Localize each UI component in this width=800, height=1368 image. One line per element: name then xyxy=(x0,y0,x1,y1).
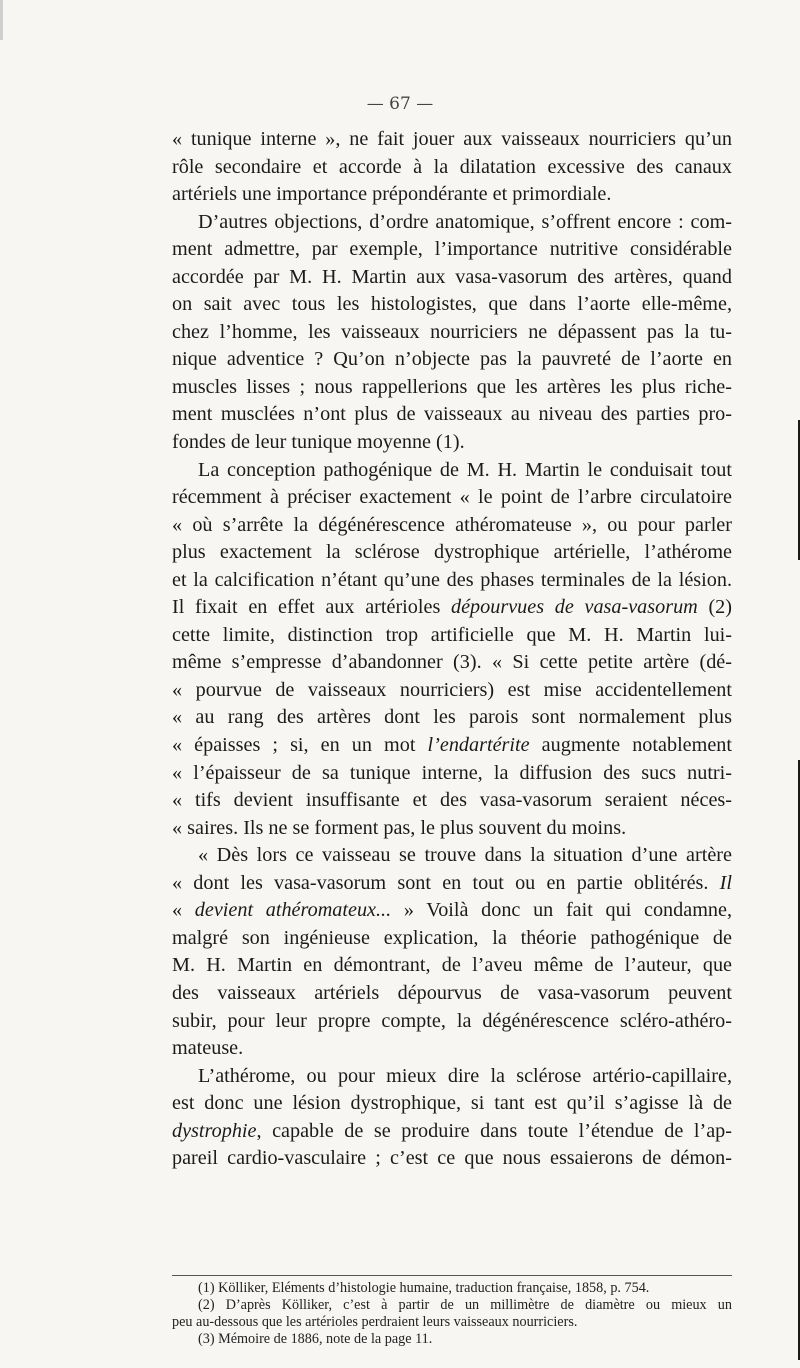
text-run: « tunique interne », ne fait jouer aux vaisseaux nourriciers qu’un xyxy=(172,128,732,150)
text-run: on sait avec tous les histologistes, que dans l’aorte elle-même, xyxy=(172,293,732,316)
italic-text: Il xyxy=(719,871,732,894)
text-line xyxy=(172,154,732,182)
text-run: , capable de se produire dans toute l’étendue de l’ap- xyxy=(256,1119,732,1142)
text-run: chez l’homme, les vaisseaux nourriciers ne dépassent pas la tu- xyxy=(172,320,732,343)
text-line xyxy=(172,1035,732,1063)
text-run: « où s’arrête la dégénérescence athéromateuse », ou pour parler xyxy=(172,513,732,536)
footnote-separator xyxy=(172,1275,732,1276)
text-run: « tifs devient insuffisante et des vasa-vasorum seraient néces- xyxy=(172,789,732,812)
text-line xyxy=(172,952,732,980)
footnote: (2) D’après Kölliker, c’est à partir de un millimètre de diamètre ou mieux un xyxy=(198,1297,732,1313)
text-run: « épaisses ; si, en un mot xyxy=(172,734,428,757)
text-run: plus exactement la sclérose dystrophique artérielle, l’athérome xyxy=(172,541,732,564)
text-line xyxy=(172,677,732,705)
text-run: « l’épaisseur de sa tunique interne, la diffusion des sucs nutri- xyxy=(172,761,732,784)
text-line xyxy=(172,484,732,512)
text-run: et la calcification n’étant qu’une des phases terminales de la lésion. xyxy=(172,568,732,591)
text-run: M. H. Martin en démontrant, de l’aveu même de l’auteur, que xyxy=(172,954,732,977)
text-line xyxy=(172,291,732,319)
text-line xyxy=(172,787,732,815)
text-line xyxy=(172,567,732,595)
text-run: « pourvue de vaisseaux nourriciers) est mise accidentellement xyxy=(172,678,732,701)
footnotes xyxy=(172,1280,732,1348)
text-line xyxy=(172,264,732,292)
text-run: « au rang des artères dont les parois sont normalement plus xyxy=(172,706,732,729)
text-run: des vaisseaux artériels dépourvus de vasa-vasorum peuvent xyxy=(172,981,732,1004)
text-line xyxy=(172,126,732,154)
footnote: (1) Kölliker, Eléments d’histologie humaine, traduction française, 1858, p. 754. xyxy=(198,1280,650,1296)
text-line xyxy=(172,897,732,925)
text-run: « saires. Ils ne se forment pas, le plus souvent du moins. xyxy=(172,816,627,839)
text-run: cette limite, distinction trop artificielle que M. H. Martin lui- xyxy=(172,623,732,646)
text-run: subir, pour leur propre compte, la dégénérescence scléro-athéro- xyxy=(172,1009,732,1032)
text-line xyxy=(172,760,732,788)
text-run: artériels une importance prépondérante et primordiale. xyxy=(172,183,612,206)
text-run: Il fixait en effet aux artérioles xyxy=(172,596,451,619)
text-run: même s’empresse d’abandonner (3). « Si cette petite artère (dé- xyxy=(172,651,732,674)
text-line xyxy=(172,925,732,953)
text-line xyxy=(172,842,732,870)
text-run: muscles lisses ; nous rappellerions que les artères les plus riche- xyxy=(172,375,732,398)
text-line xyxy=(172,1145,732,1173)
text-run: est donc une lésion dystrophique, si tant est qu’il s’agisse là de xyxy=(172,1092,732,1115)
text-line xyxy=(172,319,732,347)
page-number: — 67 — xyxy=(366,94,434,114)
text-line xyxy=(172,236,732,264)
text-line xyxy=(172,594,732,622)
text-run: malgré son ingénieuse explication, la théorie pathogénique de xyxy=(172,926,732,949)
text-line xyxy=(172,209,732,237)
text-run: récemment à préciser exactement « le point de l’arbre circulatoire xyxy=(172,486,732,509)
text-line xyxy=(172,1090,732,1118)
text-run: nique adventice ? Qu’on n’objecte pas la pauvreté de l’aorte en xyxy=(172,348,732,371)
footnote: (3) Mémoire de 1886, note de la page 11. xyxy=(198,1331,433,1347)
text-line xyxy=(172,732,732,760)
text-run: L’athérome, ou pour mieux dire la sclérose artério-capillaire, xyxy=(198,1064,732,1087)
text-run: « Dès lors ce vaisseau se trouve dans la situation d’une artère xyxy=(198,844,732,867)
body-text xyxy=(172,126,732,1173)
text-line xyxy=(172,622,732,650)
text-line xyxy=(172,1063,732,1091)
footnote: peu au-dessous que les artérioles perdraient leurs vaisseaux nourriciers. xyxy=(172,1314,578,1330)
text-line xyxy=(172,870,732,898)
italic-text: dystrophie xyxy=(172,1119,257,1142)
text-line xyxy=(172,346,732,374)
text-run: La conception pathogénique de M. H. Martin le conduisait tout xyxy=(198,458,732,481)
text-line xyxy=(172,429,732,457)
text-run: (2) xyxy=(697,596,732,619)
text-line xyxy=(172,649,732,677)
text-line xyxy=(172,1008,732,1036)
italic-text: l’endartérite xyxy=(427,734,530,757)
text-line xyxy=(172,401,732,429)
text-line xyxy=(172,815,732,843)
text-line xyxy=(172,374,732,402)
text-run: fondes de leur tunique moyenne (1). xyxy=(172,431,465,454)
text-line xyxy=(172,181,732,209)
italic-text: dépourvues de vasa-vasorum xyxy=(451,596,698,619)
text-run: » Voilà donc un fait qui condamne, xyxy=(391,899,732,922)
scan-edge-top xyxy=(0,0,3,40)
text-run: ment admettre, par exemple, l’importance nutritive considérable xyxy=(172,238,732,261)
text-run: augmente notablement xyxy=(529,734,733,757)
text-run: rôle secondaire et accorde à la dilatation excessive des canaux xyxy=(172,155,732,178)
text-line xyxy=(172,1118,732,1146)
text-run: D’autres objections, d’ordre anatomique, s’offrent encore : com- xyxy=(198,210,732,233)
text-run: mateuse. xyxy=(172,1037,244,1060)
text-run: ment musclées n’ont plus de vaisseaux au niveau des parties pro- xyxy=(172,403,732,426)
text-run: pareil cardio-vasculaire ; c’est ce que nous essaierons de démon- xyxy=(172,1147,732,1170)
text-run: « xyxy=(172,899,195,922)
text-run: « dont les vasa-vasorum sont en tout ou en partie oblitérés. xyxy=(172,871,720,894)
italic-text: devient athéromateux... xyxy=(194,899,392,922)
text-line xyxy=(172,539,732,567)
text-line xyxy=(172,980,732,1008)
text-line xyxy=(172,512,732,540)
text-line xyxy=(172,457,732,485)
text-run: accordée par M. H. Martin aux vasa-vasorum des artères, quand xyxy=(172,265,732,288)
text-line xyxy=(172,704,732,732)
